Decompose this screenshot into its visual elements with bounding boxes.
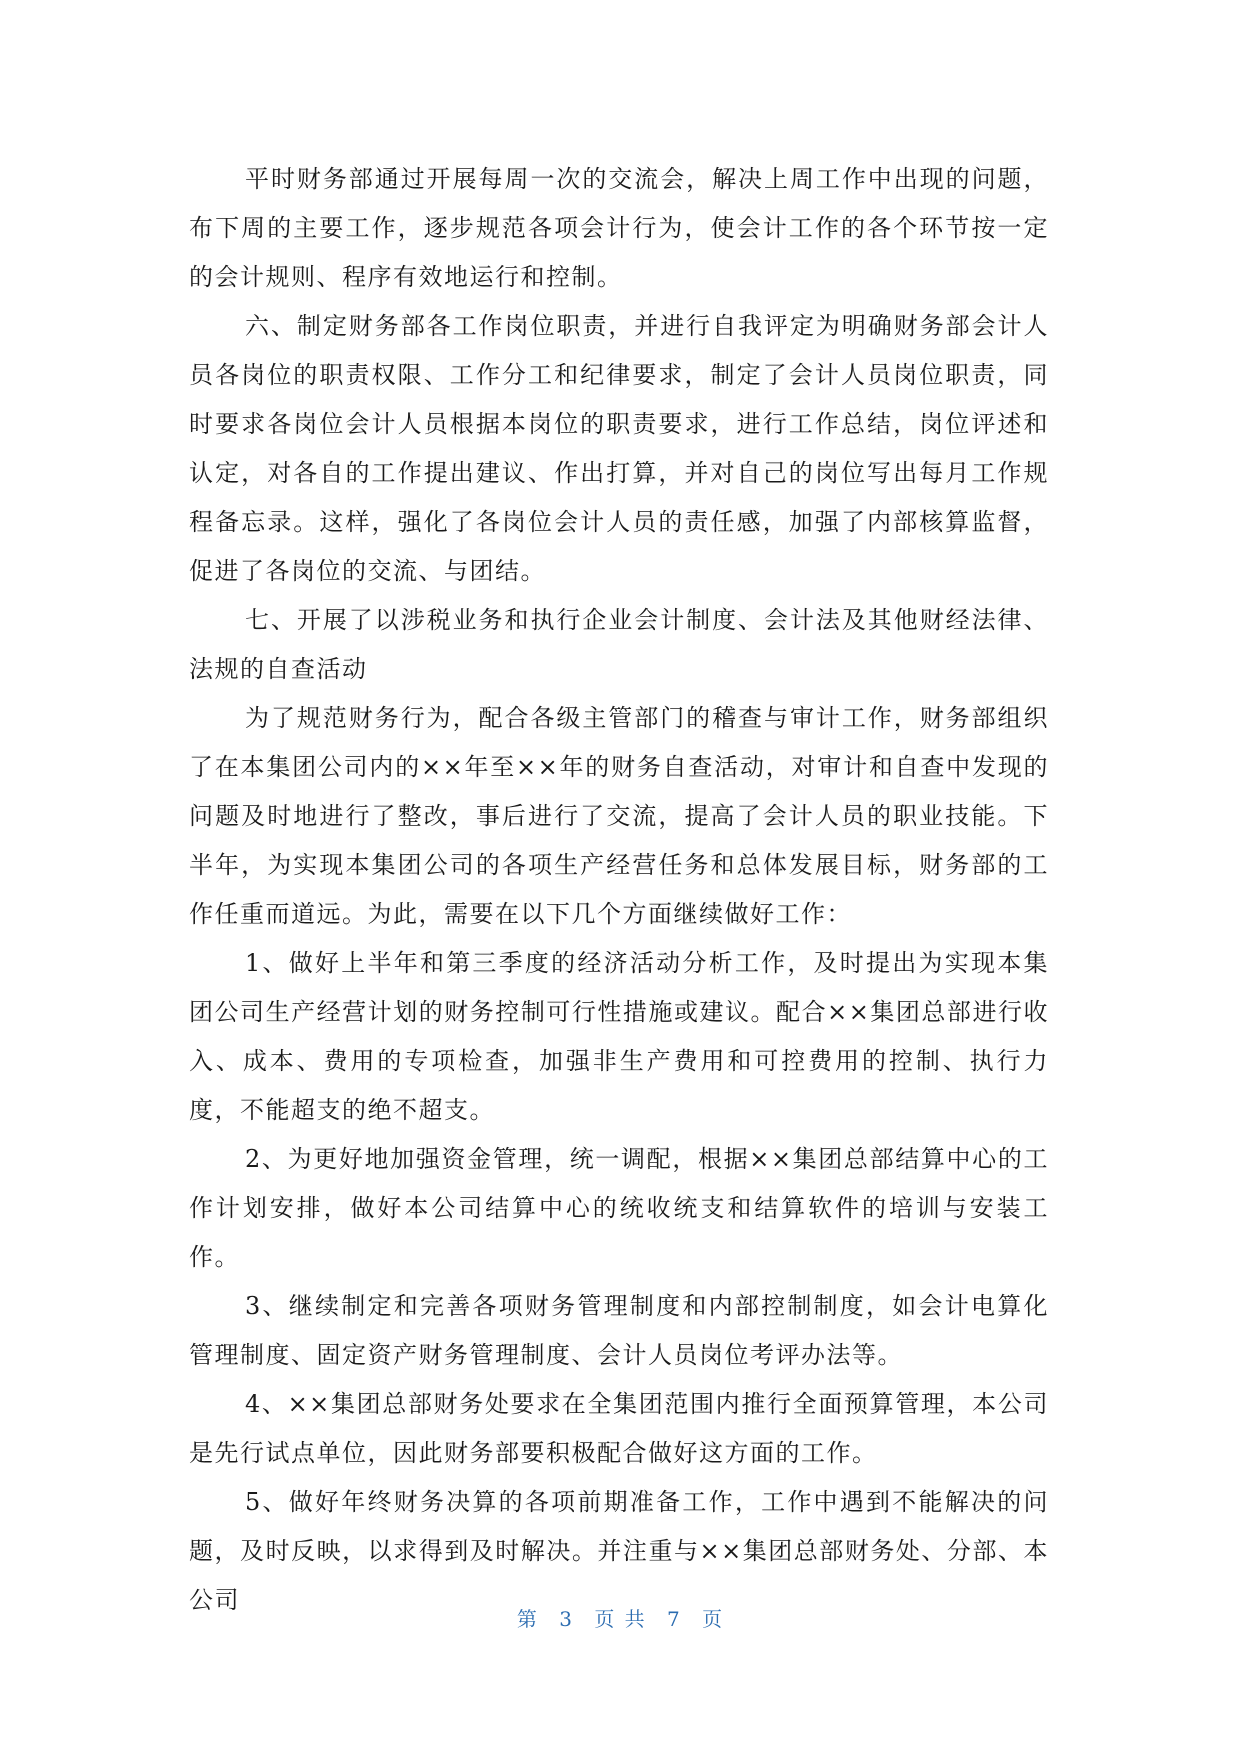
footer-middle: 页 共 bbox=[594, 1607, 647, 1631]
paragraph-section-seven: 七、开展了以涉税业务和执行企业会计制度、会计法及其他财经法律、法规的自查活动 bbox=[189, 606, 1049, 683]
paragraph-item-1: 1、做好上半年和第三季度的经济活动分析工作，及时提出为实现本集团公司生产经营计划的财务控制可行性措施或建议。配合××集团总部进行收入、成本、费用的专项检查，加强非生产费用和可控费用的控制、执行力度，不能超支的绝不超支。 bbox=[189, 949, 1049, 1124]
paragraph-item-2: 2、为更好地加强资金管理，统一调配，根据××集团总部结算中心的工作计划安排，做好本公司结算中心的统收统支和结算软件的培训与安装工作。 bbox=[189, 1145, 1049, 1271]
document-body bbox=[189, 155, 1049, 1625]
footer-total-pages: 7 bbox=[667, 1607, 682, 1631]
paragraph-self-inspection: 为了规范财务行为，配合各级主管部门的稽查与审计工作，财务部组织了在本集团公司内的××年至××年的财务自查活动，对审计和自查中发现的问题及时地进行了整改，事后进行了交流，提高了会计人员的职业技能。下半年，为实现本集团公司的各项生产经营任务和总体发展目标，财务部的工作任重而道远。为此，需要在以下几个方面继续做好工作： bbox=[189, 704, 1049, 928]
footer-prefix: 第 bbox=[516, 1607, 539, 1631]
paragraph-item-5: 5、做好年终财务决算的各项前期准备工作，工作中遇到不能解决的问题，及时反映，以求得到及时解决。并注重与××集团总部财务处、分部、本公司 bbox=[189, 1488, 1049, 1614]
page-number-footer bbox=[0, 1603, 1241, 1632]
footer-current-page: 3 bbox=[559, 1607, 574, 1631]
paragraph-weekly-meeting: 平时财务部通过开展每周一次的交流会，解决上周工作中出现的问题，布下周的主要工作，逐步规范各项会计行为，使会计工作的各个环节按一定的会计规则、程序有效地运行和控制。 bbox=[189, 165, 1049, 291]
paragraph-section-six: 六、制定财务部各工作岗位职责，并进行自我评定为明确财务部会计人员各岗位的职责权限、工作分工和纪律要求，制定了会计人员岗位职责，同时要求各岗位会计人员根据本岗位的职责要求，进行工作总结，岗位评述和认定，对各自的工作提出建议、作出打算，并对自己的岗位写出每月工作规程备忘录。这样，强化了各岗位会计人员的责任感，加强了内部核算监督，促进了各岗位的交流、与团结。 bbox=[189, 312, 1049, 585]
paragraph-item-4: 4、××集团总部财务处要求在全集团范围内推行全面预算管理，本公司是先行试点单位，因此财务部要积极配合做好这方面的工作。 bbox=[189, 1390, 1049, 1467]
paragraph-item-3: 3、继续制定和完善各项财务管理制度和内部控制制度，如会计电算化管理制度、固定资产财务管理制度、会计人员岗位考评办法等。 bbox=[189, 1292, 1049, 1369]
footer-suffix: 页 bbox=[702, 1607, 725, 1631]
